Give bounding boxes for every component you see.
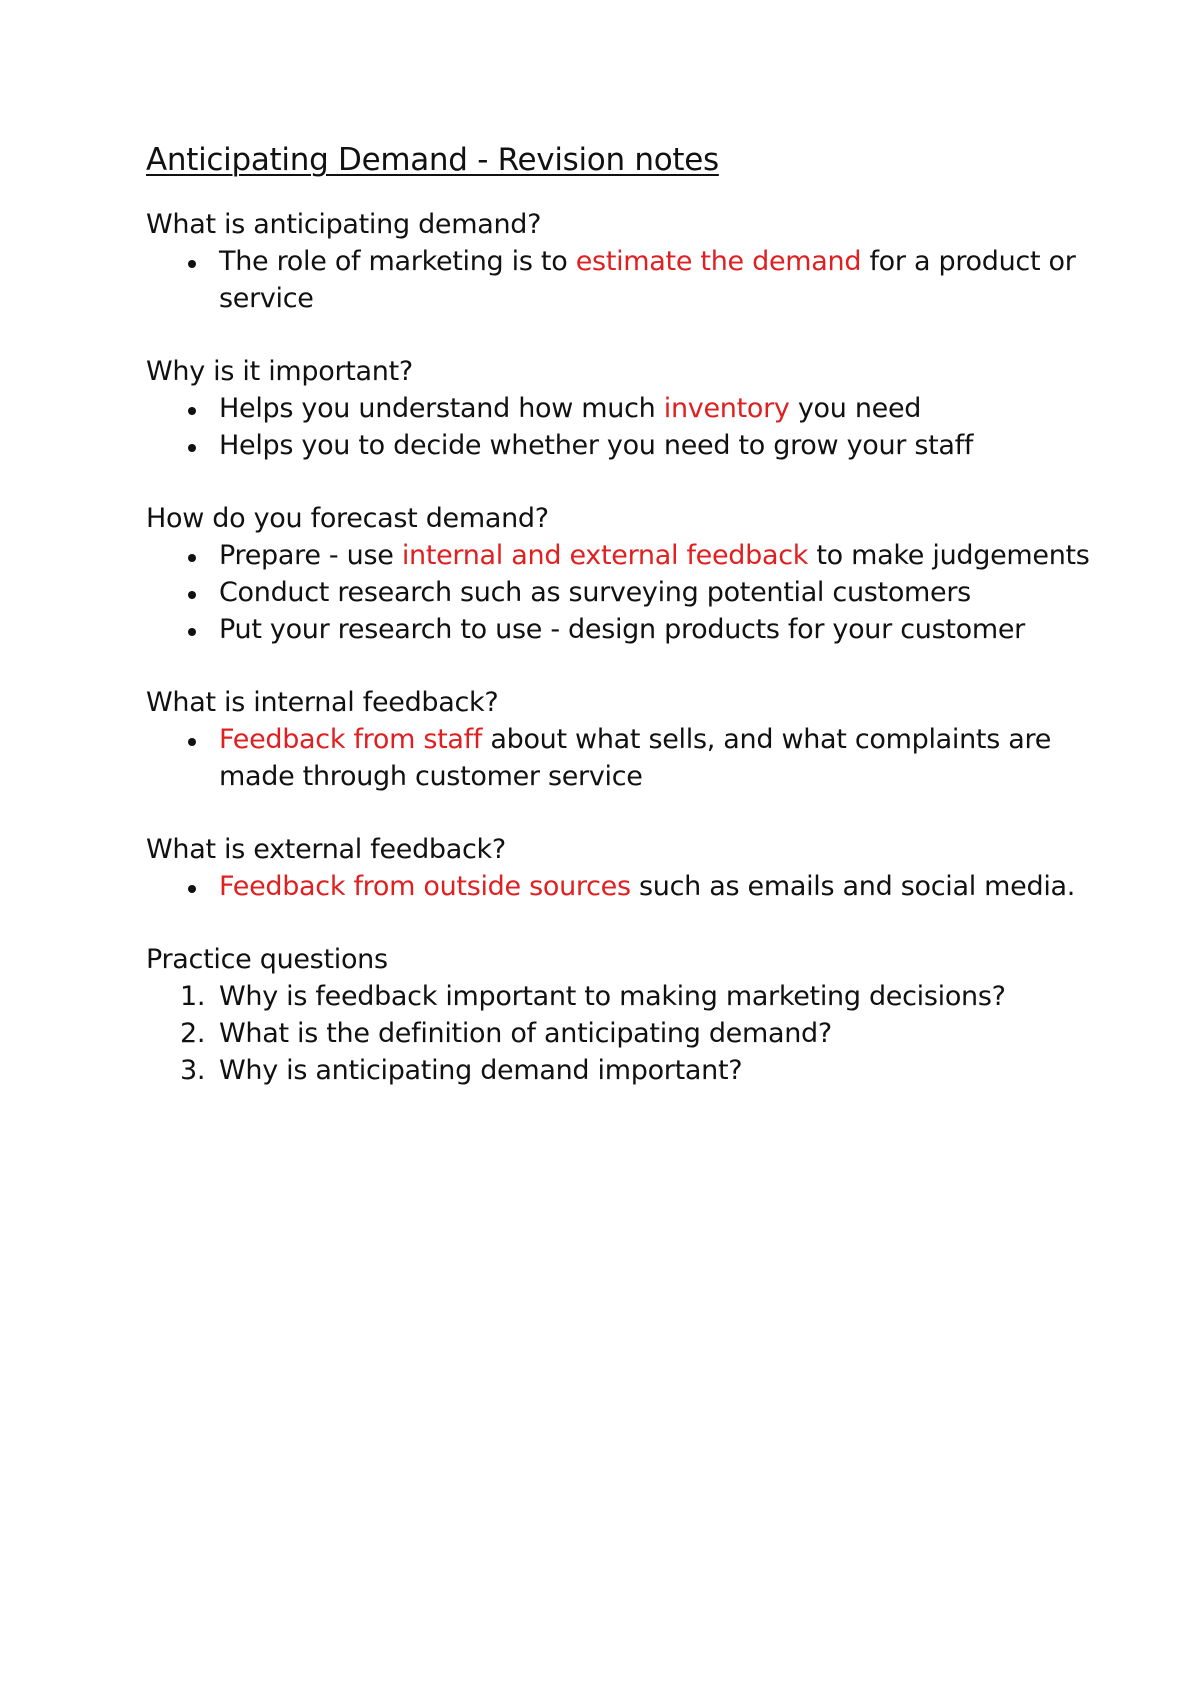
item-text: such as emails and social media. [630,871,1076,902]
highlighted-text: Feedback from staff [219,724,483,755]
bullet-item [146,574,1106,611]
section-heading: What is anticipating demand? [146,209,542,240]
item-text: What is the definition of anticipating demand? [219,1018,832,1049]
list-number: 1. [180,981,206,1012]
section-internal-feedback [146,684,1106,795]
bullet-dot-icon [188,554,196,562]
section-practice-questions [146,941,1106,1089]
bullet-item [146,243,1106,317]
section-what-is-anticipating-demand [146,206,1106,317]
item-text: about what sells, and what complaints are made through customer service [219,724,1052,792]
highlighted-text: inventory [663,393,790,424]
bullet-dot-icon [188,738,196,746]
section-heading: Practice questions [146,944,388,975]
item-text: for a product or service [219,246,1076,314]
list-number: 3. [180,1055,206,1086]
bullet-item [146,537,1106,574]
bullet-item [146,427,1106,464]
bullet-item [146,721,1106,795]
item-text: The role of marketing is to [219,246,576,277]
section-external-feedback [146,831,1106,905]
highlighted-text: internal and external feedback [401,540,809,571]
section-heading: How do you forecast demand? [146,503,549,534]
bullet-list [146,537,1106,648]
item-text: Why is anticipating demand important? [219,1055,743,1086]
item-text: Conduct research such as surveying potential customers [219,577,971,608]
section-forecast-demand [146,500,1106,648]
highlighted-text: estimate the demand [575,246,862,277]
bullet-dot-icon [188,628,196,636]
bullet-list [146,721,1106,795]
list-number: 2. [180,1018,206,1049]
numbered-item [146,978,1106,1015]
bullet-item [146,611,1106,648]
item-text: Put your research to use - design products for your customer [219,614,1025,645]
bullet-dot-icon [188,591,196,599]
numbered-list [146,978,1106,1089]
item-text: Prepare - use [219,540,402,571]
bullet-item [146,390,1106,427]
numbered-item [146,1052,1106,1089]
bullet-list [146,868,1106,905]
bullet-list [146,243,1106,317]
item-text: to make judgements [808,540,1090,571]
bullet-dot-icon [188,260,196,268]
item-text: Helps you to decide whether you need to grow your staff [219,430,974,461]
document-title: Anticipating Demand - Revision notes [146,142,719,178]
item-text: Why is feedback important to making marketing decisions? [219,981,1006,1012]
bullet-dot-icon [188,885,196,893]
bullet-item [146,868,1106,905]
bullet-list [146,390,1106,464]
numbered-item [146,1015,1106,1052]
highlighted-text: Feedback from outside sources [219,871,631,902]
section-why-important [146,353,1106,464]
document-page [146,140,1106,1125]
section-heading: Why is it important? [146,356,413,387]
section-heading: What is internal feedback? [146,687,499,718]
section-heading: What is external feedback? [146,834,506,865]
item-text: Helps you understand how much [219,393,664,424]
bullet-dot-icon [188,407,196,415]
item-text: you need [789,393,922,424]
bullet-dot-icon [188,444,196,452]
